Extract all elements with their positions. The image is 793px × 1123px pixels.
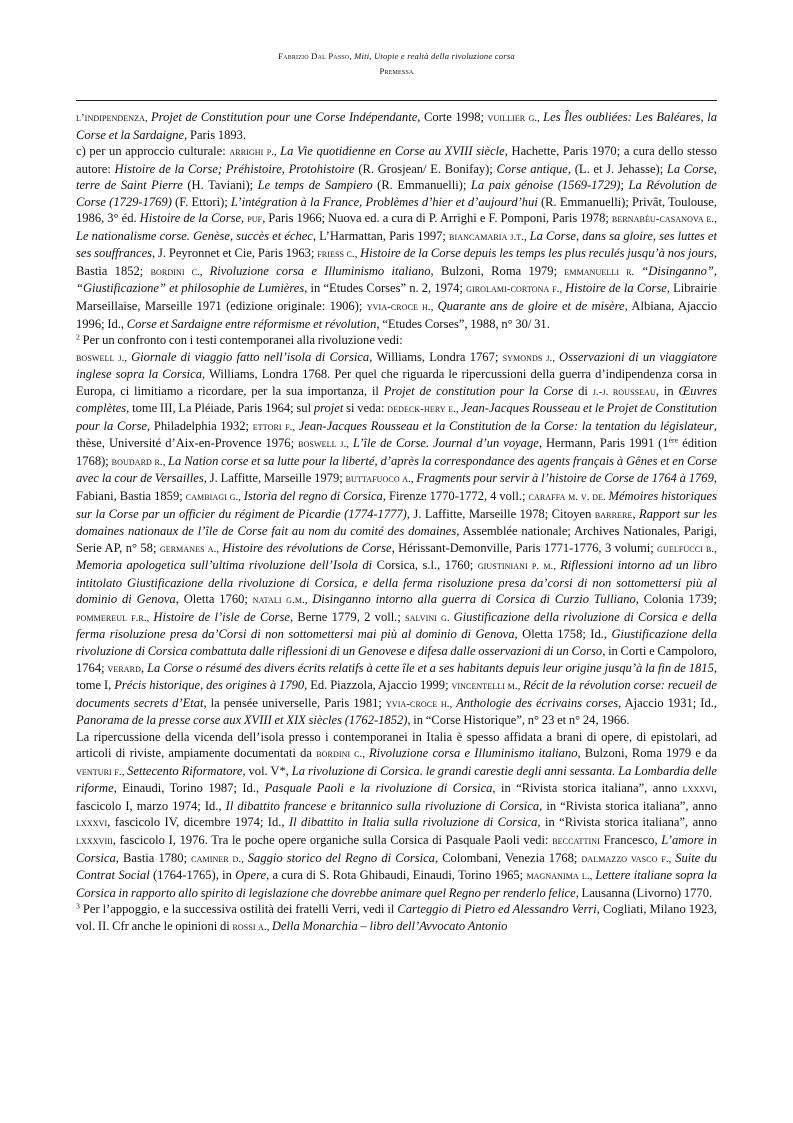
text-run: , J. Laffitte, Marseille 1979;	[203, 471, 346, 486]
text-run: , Librairie Marseillaise, Marseille 1971 (edizione originale: 1906);	[76, 281, 717, 314]
text-run: ;	[620, 178, 629, 193]
work-title: Histoire des révolutions de Corse	[222, 540, 392, 555]
text-run: di	[573, 383, 593, 398]
text-run: (F. Ettori);	[171, 194, 231, 209]
author-name: caminer d.,	[191, 852, 248, 865]
text-run: , Oletta 1758; Id.,	[514, 627, 612, 642]
work-title: Quarante ans de gloire et de misère	[437, 299, 625, 314]
text-run: , in “Rivista storica italiana”, anno	[539, 798, 717, 813]
author-name: vincentelli m.,	[451, 680, 523, 693]
work-title: Histoire de la Corse; Préhistoire, Protohistoire	[114, 161, 355, 176]
author-name: caraffa m. v. de.	[528, 491, 609, 504]
author-name: biancamaria j.t.,	[449, 230, 530, 243]
author-name: bernabéu-casanova e.,	[611, 213, 717, 226]
text-run: , Bulzoni, Roma 1979;	[430, 263, 565, 278]
text-run: ,	[241, 211, 248, 226]
author-name: verard	[107, 662, 141, 675]
text-run: , fascicolo I, marzo 1974; Id.,	[76, 781, 718, 813]
work-title: Rivoluzione corsa e Illuminismo italiano	[209, 263, 431, 278]
text-run: (H. Taviani);	[182, 178, 258, 193]
work-title: La Révolution de Corse (1729-1769)	[76, 178, 718, 209]
author-name: yvia-croce h.,	[385, 697, 457, 710]
text-run: ,	[141, 660, 148, 675]
text-run: , in “Rivista storica italiana”, anno	[537, 815, 717, 830]
work-title: Il dibattito in Italia sulla rivoluzione di Corsica	[288, 815, 538, 830]
work-title: Settecento Riformatore	[127, 763, 243, 778]
author-name: lxxxvi	[76, 817, 108, 830]
author-name: l’indipendenza,	[76, 112, 151, 124]
text-run: (1764-1765), in	[149, 868, 236, 883]
header-section: Premessa	[379, 66, 414, 76]
work-title: Panorama de la presse corse aux XVIII et XIX siècles (1762-1852)	[76, 713, 408, 728]
text-run: , in Corti e Campoloro, 1764;	[76, 643, 717, 675]
footnote-marker: 2	[76, 332, 80, 342]
text-run: , Bulzoni, Roma 1979 e da	[577, 746, 718, 761]
text-run: , Paris 1893.	[184, 127, 247, 142]
work-title: Suite du Contrat Social	[76, 850, 717, 883]
author-name: yvia-croce h.,	[366, 301, 438, 314]
text-run: , J. Laffitte, Marseille 1978; Citoyen	[406, 506, 595, 521]
author-name: salvini g.	[405, 611, 454, 624]
text-run: , Hachette, Paris 1970; a cura dello stesso autore:	[76, 144, 717, 176]
text-run: , tome I,	[76, 660, 717, 693]
author-name: barrere	[594, 508, 633, 521]
header-author: Fabrizio Dal Passo,	[278, 51, 352, 61]
work-title: Œuvres complètes	[76, 383, 718, 416]
work-title: Jean-Jacques Rousseau et le Projet de Constitution pour la Corse	[76, 401, 718, 433]
text-run: , Lausanna (Livorno) 1770.	[575, 885, 713, 900]
author-name: arrighi p.,	[229, 146, 281, 159]
work-title: Jean-Jacques Rousseau et la Constitution de la Corse: la tentation du législateur	[298, 418, 714, 433]
text-run: ère	[668, 436, 679, 446]
text-run: , Bastia 1852;	[76, 246, 717, 278]
work-title: Projet de constitution pour la Corse	[383, 383, 574, 398]
work-title: La Corse, dans sa gloire, ses luttes et ses souffrances	[76, 228, 717, 261]
work-title: Rapport sur les domaines nationaux de l’île de Corse fait au nom du comité des domaines	[76, 506, 718, 539]
footnotes-area	[76, 109, 717, 935]
text-run: , “Etudes Corses”, 1988, n° 30/ 31.	[376, 316, 550, 331]
author-name: puf	[247, 213, 263, 226]
text-run: , in “Corse Historique”, n° 23 et n° 24, 1966.	[407, 713, 630, 728]
author-name: emmanuelli r.	[564, 265, 642, 278]
text-run: , Einaudi, Torino 1987; Id.,	[113, 781, 265, 796]
work-title: Giustificazione della rivoluzione di Corsica combattuta dalle riflessioni di un Genovese e difesa dalle osservazioni di un Corso	[76, 627, 718, 658]
text-run: , J. Peyronnet et Cie, Paris 1963;	[152, 246, 318, 261]
work-title: Le nationalisme corse. Genèse, succès et échec	[76, 228, 313, 243]
work-title: Pasquale Paoli e la rivoluzione di Corsica	[264, 781, 493, 796]
text-run: , Ed. Piazzola, Ajaccio 1999;	[304, 678, 452, 693]
work-title: Giornale di viaggio fatto nell’isola di Corsica	[131, 349, 370, 364]
author-name: giustiniani p. m.,	[477, 560, 561, 573]
work-title: Les Îles oubliées: Les Baléares, la Corse et la Sardaigne	[76, 110, 717, 142]
work-title: Histoire de la Corse depuis les temps les plus reculés jusqu’à nos jours	[360, 246, 714, 261]
author-name: venturi f.,	[76, 765, 128, 778]
author-name: friess c.,	[317, 248, 361, 261]
work-title: Anthologie des écrivains corses	[456, 695, 619, 710]
text-run: , la pensée universelle, Paris 1981;	[203, 695, 386, 710]
author-name: natali g.m.,	[252, 594, 313, 607]
text-run: , Philadelphia 1932;	[147, 418, 253, 433]
work-title: Disinganno intorno alla guerra di Corsica di Curzio Tulliano	[312, 592, 636, 607]
work-title: Le temps de Sampiero	[257, 178, 373, 193]
text-run: , Firenze 1770-1772, 4 voll.;	[382, 489, 529, 504]
author-name: rossi a.,	[232, 920, 272, 933]
footnote-marker: 3	[76, 901, 80, 911]
text-run: , tome III, La Pléiade, Paris 1964; sul	[126, 401, 314, 416]
text-run: , Fabiani, Bastia 1859;	[76, 471, 717, 504]
text-run: , Corte 1998;	[417, 110, 488, 124]
author-name: symonds j.,	[502, 351, 560, 364]
work-title: Histoire de la Corse	[139, 211, 242, 226]
text-run: (R. Emmanuelli);	[372, 178, 471, 193]
header-title: Miti, Utopie e realtà della rivoluzione corsa	[354, 51, 515, 61]
author-name: magnanima l.,	[526, 870, 596, 883]
text-run: , Paris 1966; Nuova ed. a cura di P. Arrighi e F. Pomponi, Paris 1978;	[262, 211, 612, 226]
text-run: , Oletta 1760;	[175, 592, 253, 607]
text-run: , fascicolo IV, dicembre 1974; Id.,	[107, 815, 289, 830]
work-title: La rivoluzione di Corsica. le grandi carestie degli anni sessanta. La Lombardia delle riforme	[76, 763, 717, 796]
work-title: Récit de la révolution corse: recueil de documents secrets d’Etat	[76, 678, 718, 710]
work-title: projet	[313, 401, 344, 416]
work-title: Rivoluzione corsa e Illuminismo italiano	[369, 746, 578, 761]
author-name: lxxxviii	[76, 834, 113, 847]
author-name: boudard r.,	[111, 455, 169, 468]
text-run: , a cura di S. Rota Ghibaudi, Einaudi, Torino 1965;	[266, 868, 527, 883]
header-line	[0, 49, 793, 64]
work-title: Histoire de l’isle de Corse	[153, 609, 290, 624]
work-title: La Corse o résumé des divers écrits relatifs à cette île et a ses habitants depuis leur origine jusqu’à la fin de 1815	[147, 660, 714, 675]
text-run: c) per un approccio culturale:	[76, 144, 230, 159]
author-name: girolami-cortona f.,	[466, 283, 566, 296]
work-title: Istoria del regno di Corsica	[243, 489, 383, 504]
work-title: Saggio storico del Regno di Corsica	[247, 850, 435, 865]
author-name: beccattini	[552, 834, 600, 847]
work-title: La Nation corse et sa lutte pour la liberté, d’après la correspondance des agents français à Gênes et en Corse avec la cour de Versailles	[76, 453, 718, 486]
text-run: La ripercussione della vicenda dell’isola presso i contemporanei in Italia è spesso affidata a brani di opere, di epistolari, ad articoli di riviste, ampiamente documentati da	[76, 729, 717, 761]
text-run: , Colonia 1739;	[635, 592, 717, 607]
work-title: La paix génoise (1569-1729)	[470, 178, 621, 193]
text-run: , Williams, Londra 1768. Per quel che riguarda le ripercussioni della guerra d’indipendenza corsa in Europa, ci limitiamo a ricordare, per la sua importanza, il	[76, 367, 717, 398]
text-run: , in “Rivista storica italiana”, anno	[492, 781, 683, 796]
text-run: (R. Grosjean/ E. Bonifay);	[354, 161, 497, 176]
work-title: Mémoires historiques sur la Corse par un officier du régiment de Picardie (1774-1777)	[76, 489, 717, 521]
work-title: Précis historique, des origines à 1790	[114, 678, 305, 693]
author-name: dalmazzo vasco f.,	[581, 852, 676, 865]
author-name: bordini c.,	[150, 265, 210, 278]
text-run: , Berne 1779, 2 voll.;	[289, 609, 406, 624]
author-name: bordini c.,	[316, 748, 369, 761]
work-title: Projet de Constitution pour une Corse Indépendante	[151, 110, 418, 124]
work-title: La Vie quotidienne en Corse au XVIII siècle	[280, 144, 505, 159]
text-run: , fascicolo I, 1976. Tra le poche opere organiche sulla Corsica di Pasquale Paoli vedi:	[112, 832, 553, 847]
text-run: , Williams, Londra 1767;	[369, 349, 503, 364]
author-name: boswell j.,	[76, 351, 132, 364]
author-name: guelfucci b.,	[657, 542, 718, 555]
author-name: buttafuoco a.,	[345, 473, 417, 486]
text-run: , in	[655, 383, 679, 398]
work-title: “Disinganno”, “Giustificazione” et philosophie de Lumières	[76, 263, 717, 296]
text-run: , Hérissant-Demonville, Paris 1771-1776, 3 volumi;	[391, 540, 658, 555]
work-title: L’amore in Corsica	[76, 832, 717, 865]
text-run: , Cogliati, Milano 1923, vol. II. Cfr anche le opinioni di	[76, 902, 717, 933]
footnote-3	[76, 901, 717, 935]
work-title: Della Monarchia – libro dell’Avvocato Antonio	[271, 918, 508, 933]
text-run: Francesco,	[599, 832, 662, 847]
footnote-2	[76, 332, 717, 901]
text-run: , Colombani, Venezia 1768;	[434, 850, 582, 865]
text-run: , Albiana, Ajaccio 1996; Id.,	[76, 299, 717, 331]
author-name: vuillier g.,	[487, 112, 544, 124]
work-title: Histoire de la Corse	[565, 281, 667, 296]
work-title: Corse antique,	[496, 161, 572, 176]
author-name: lxxxvi	[682, 783, 714, 796]
author-name: cambiagi g.,	[185, 491, 244, 504]
author-name: pommereul f.r.,	[76, 611, 154, 624]
work-title: Memoria apologetica sull’ultima rivoluzione dell’Isola di	[76, 558, 373, 573]
text-run: , Assemblée nationale; Archives Nationales, Parigi, Serie AP, n° 58;	[76, 524, 717, 555]
work-title: Carteggio di Pietro ed Alessandro Verri	[397, 902, 597, 917]
text-run: Corsica, s.l., 1760;	[372, 558, 478, 573]
author-name: germanes a.,	[159, 542, 223, 555]
text-run: , vol. V*,	[242, 763, 292, 778]
work-title: Osservazioni di un viaggiatore inglese sopra la Corsica	[76, 349, 717, 382]
work-title: L’île de Corse. Journal d’un voyage	[352, 436, 539, 451]
work-title: L’intégration à la France, Problèmes d’hier et d’aujourd’hui	[230, 194, 538, 209]
running-header	[0, 49, 793, 79]
text-run: ,	[632, 506, 640, 521]
text-run: (R. Emmanuelli); Privât, Toulouse, 1986, 3° éd.	[76, 194, 717, 226]
text-run: si veda:	[343, 401, 388, 416]
text-run: Per un confronto con i testi contemporanei alla rivoluzione vedi:	[79, 333, 403, 348]
text-run: , Ajaccio 1931; Id.,	[618, 695, 717, 710]
work-title: Fragments pour servir à l’histoire de Corse de 1764 à 1769	[416, 471, 714, 486]
work-title: La Corse, terre de Saint Pierre	[76, 161, 717, 193]
work-title: Corse et Sardaigne entre réformisme et révolution	[126, 316, 377, 331]
text-run: , Bastia 1780;	[115, 850, 192, 865]
text-run: , in “Etudes Corses” n. 2, 1974;	[304, 281, 467, 296]
work-title: Il dibattito francese e britannico sulla rivoluzione di Corsica	[225, 798, 540, 813]
author-name: j.-j. rousseau	[592, 385, 656, 398]
author-name: ettori f.,	[252, 420, 299, 433]
text-run: , thèse, Université d’Aix-en-Provence 1976;	[76, 418, 717, 451]
work-title: Giustificazione della rivoluzione di Corsica e della ferma risoluzione presa da’Corsi di non sottomettersi mai più al dominio di Genova	[76, 609, 717, 642]
text-run: , Hermann, Paris 1991 (1	[538, 436, 669, 451]
text-run: Per l’appoggio, e la successiva ostilità dei fratelli Verri, vedi il	[79, 902, 398, 917]
work-title: Opere	[235, 868, 267, 883]
footnote-continuation	[76, 109, 717, 332]
author-name: dedeck-hery e.,	[387, 403, 462, 416]
text-run: , L’Harmattan, Paris 1997;	[312, 228, 450, 243]
footnote-separator	[76, 100, 717, 101]
text-run: (L. et J. Jehasse);	[571, 161, 667, 176]
work-title: Riflessioni intorno ad un libro intitolato Giustificazione della rivoluzione di Corsica, e della ferma risoluzione presa da’corsi di non sottomettersi più al dominio di Genova	[76, 558, 717, 607]
work-title: Lettere italiane sopra la Corsica in rapporto allo spirito di legislazione che dovrebbe animare quel Regno per renderlo felice	[76, 868, 717, 900]
text-run: édition 1768);	[76, 436, 717, 468]
author-name: boswell j.,	[298, 438, 353, 451]
